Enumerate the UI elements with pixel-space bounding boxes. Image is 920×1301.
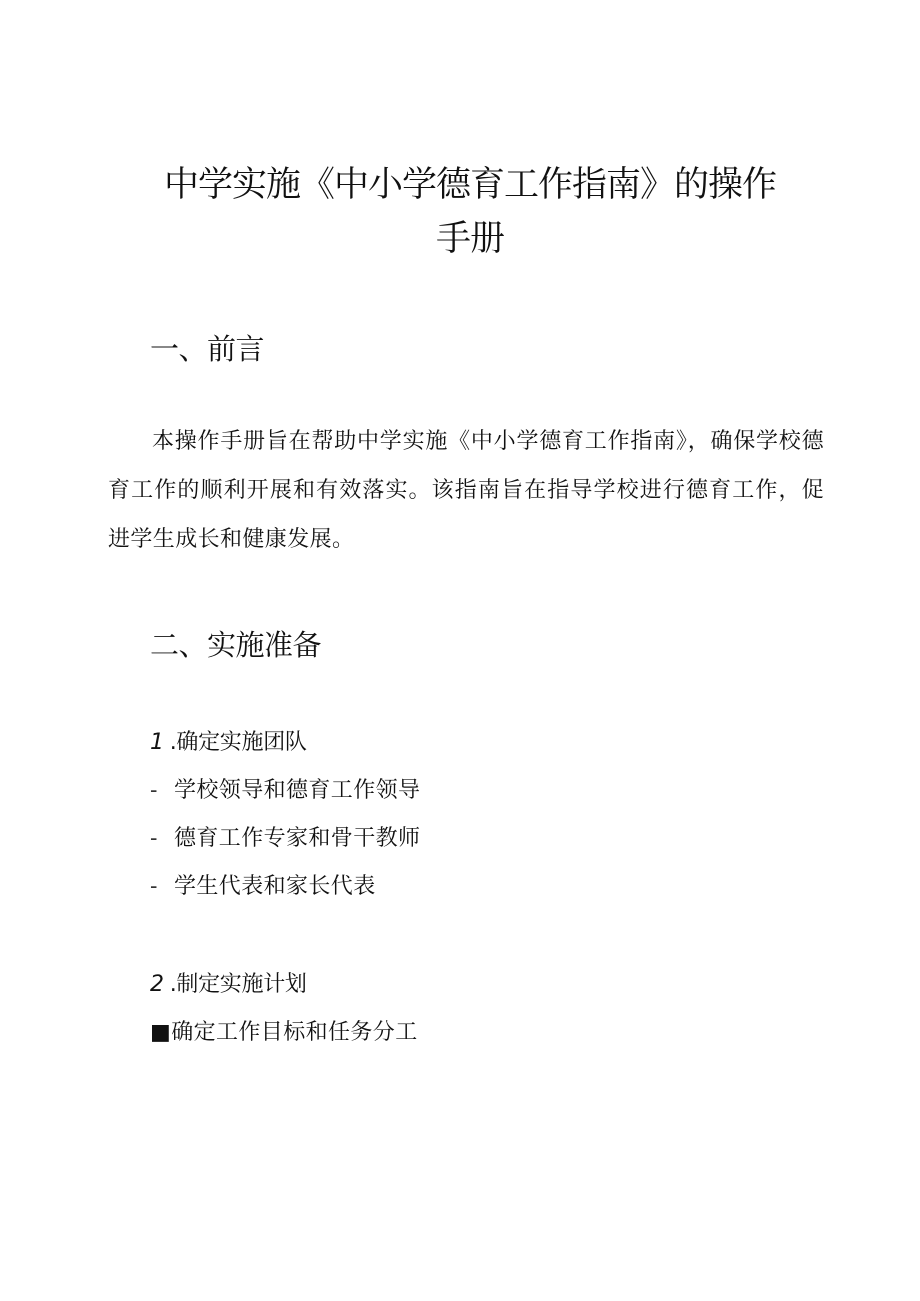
list-item-text: 德育工作专家和骨干教师 [174, 826, 421, 851]
list-item-text: 学校领导和德育工作领导 [174, 778, 421, 803]
list-item-text: 学生代表和家长代表 [174, 874, 376, 899]
subsection-heading-team [150, 727, 307, 759]
preface-paragraph: 本操作手册旨在帮助中学实施《中小学德育工作指南》，确保学校德育工作的顺利开展和有效落实。该指南旨在指导学校进行德育工作，促进学生成长和健康发展。 [108, 429, 824, 552]
title-line-1: 中学实施《中小学德育工作指南》的操作 [163, 165, 776, 205]
list-item [150, 1017, 418, 1049]
list-marker: - [150, 874, 158, 899]
list-marker: ■ [150, 1020, 172, 1045]
list-item [150, 823, 420, 855]
subsection-label: .制定实施计划 [169, 972, 307, 997]
subsection-number: 2 [150, 972, 164, 997]
list-marker: - [150, 778, 158, 803]
title-line-2: 手册 [435, 219, 504, 259]
list-item [150, 775, 420, 807]
list-item-text: 确定工作目标和任务分工 [171, 1020, 418, 1045]
subsection-label: .确定实施团队 [169, 730, 307, 755]
list-item [150, 871, 376, 903]
subsection-heading-plan [150, 969, 307, 1001]
document-title [120, 158, 820, 266]
section-heading-preparation: 二、实施准备 [150, 628, 322, 662]
section-heading-preface: 一、前言 [150, 332, 265, 366]
subsection-number: 1 [150, 730, 164, 755]
list-marker: - [150, 826, 158, 851]
